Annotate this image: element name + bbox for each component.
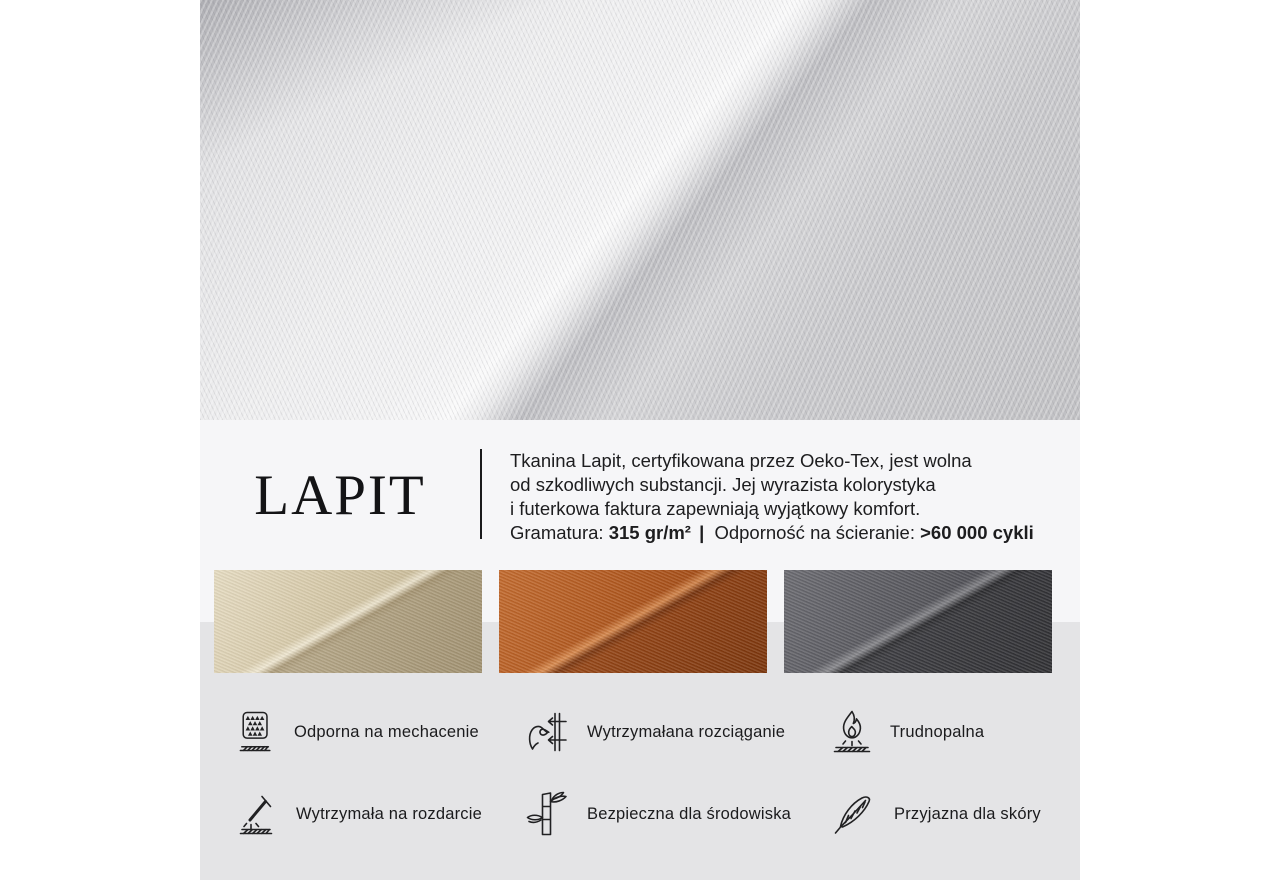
description-line: i futerkowa faktura zapewniają wyjątkowy komfort.	[510, 498, 921, 519]
page-title: LAPIT	[254, 463, 426, 527]
swatch-beige[interactable]	[214, 570, 482, 673]
feature-label: Wytrzymała na rozdarcie	[296, 804, 483, 823]
feature-label: Przyjazna dla skóry	[894, 804, 1041, 823]
weight-label: Gramatura:	[510, 522, 604, 543]
specs-line	[510, 521, 1034, 545]
feature-pilling-resistant	[238, 708, 525, 756]
info-row	[200, 420, 1080, 570]
weight-value: 315 gr/m²	[608, 522, 691, 543]
abrasion-label: Odporność na ścieranie:	[714, 522, 915, 543]
eco-safe-icon	[525, 790, 569, 838]
feature-tear-resistant	[238, 790, 525, 838]
swatch-anthracite[interactable]	[784, 570, 1052, 673]
stretch-resistant-icon	[525, 709, 569, 755]
hero-fabric-photo	[200, 0, 1080, 420]
feature-skin-friendly	[832, 790, 1080, 838]
card-content	[200, 0, 1080, 880]
abrasion-value: >60 000 cykli	[920, 522, 1034, 543]
swatch-row	[214, 570, 1052, 673]
specs-separator: |	[699, 522, 705, 543]
feature-label: Odporna na mechacenie	[294, 722, 479, 741]
feature-flame-resistant	[832, 708, 1080, 756]
feature-label: Trudnopalna	[890, 722, 985, 741]
feature-eco-safe	[525, 790, 832, 838]
description-column	[482, 420, 1034, 570]
flame-resistant-icon	[832, 708, 872, 756]
title-column	[200, 420, 480, 570]
swatch-rust-orange[interactable]	[499, 570, 767, 673]
feature-label: Bezpieczna dla środowiska	[587, 804, 792, 823]
feature-label: Wytrzymałana rozciąganie	[587, 722, 786, 741]
skin-friendly-icon	[832, 791, 876, 837]
feature-stretch-resistant	[525, 708, 832, 756]
pilling-resistant-icon	[238, 708, 276, 756]
tear-resistant-icon	[238, 790, 278, 838]
description-line: Tkanina Lapit, certyfikowana przez Oeko-Tex, jest wolna	[510, 450, 972, 471]
description-line: od szkodliwych substancji. Jej wyrazista kolorystyka	[510, 474, 936, 495]
